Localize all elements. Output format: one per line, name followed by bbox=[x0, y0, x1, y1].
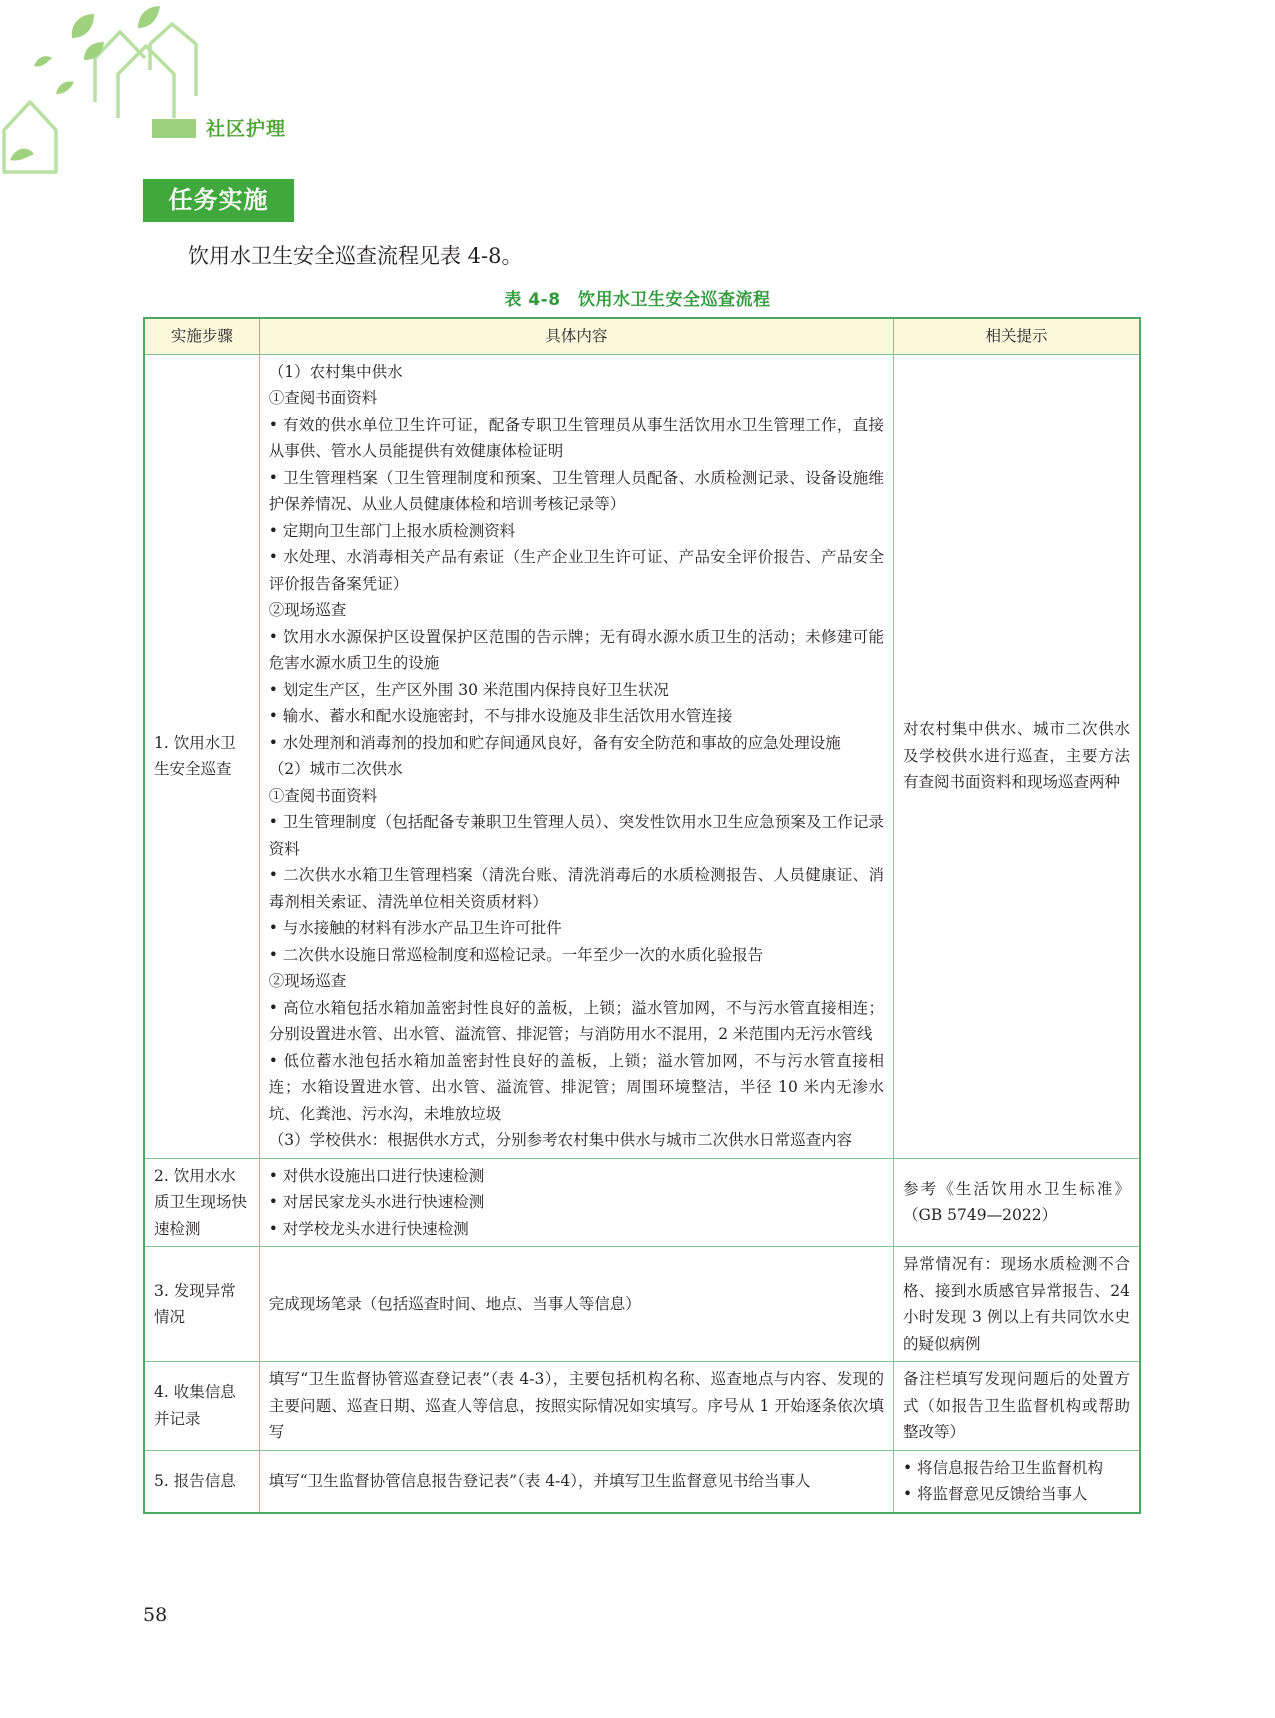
tips-cell bbox=[893, 1158, 1140, 1247]
content-line: • 二次供水设施日常巡检制度和巡检记录。一年至少一次的水质化验报告 bbox=[268, 945, 764, 964]
content-line: • 水处理剂和消毒剂的投加和贮存间通风良好，备有安全防范和事故的应急处理设施 bbox=[268, 733, 841, 752]
table-row bbox=[144, 1362, 1140, 1451]
content-line: • 对居民家龙头水进行快速检测 bbox=[268, 1193, 485, 1211]
house-leaf-decoration-icon bbox=[0, 0, 320, 190]
content-line: ②现场巡查 bbox=[268, 972, 347, 990]
intro-paragraph: 饮用水卫生安全巡查流程见表 4-8。 bbox=[188, 244, 523, 268]
page-number: 58 bbox=[143, 1604, 168, 1626]
step-cell: 2. 饮用水水质卫生现场快速检测 bbox=[144, 1158, 259, 1247]
content-cell bbox=[259, 1450, 893, 1513]
content-line: • 划定生产区，生产区外围 30 米范围内保持良好卫生状况 bbox=[268, 680, 669, 699]
content-line: • 对供水设施出口进行快速检测 bbox=[268, 1166, 485, 1185]
content-line: • 定期向卫生部门上报水质检测资料 bbox=[268, 521, 516, 540]
table-header-row bbox=[144, 318, 1140, 354]
content-line: ①查阅书面资料 bbox=[268, 786, 378, 805]
tips-cell bbox=[893, 1450, 1140, 1513]
content-line: ①查阅书面资料 bbox=[268, 389, 378, 407]
tips-cell bbox=[893, 1362, 1140, 1451]
content-line: （1）农村集中供水 bbox=[268, 362, 403, 381]
content-line: • 输水、蓄水和配水设施密封，不与排水设施及非生活饮用水管连接 bbox=[268, 707, 733, 725]
task-section-badge: 任务实施 bbox=[143, 179, 294, 222]
step-cell: 1. 饮用水卫生安全巡查 bbox=[144, 354, 259, 1158]
content-line: • 对学校龙头水进行快速检测 bbox=[268, 1219, 469, 1238]
content-line: （3）学校供水：根据供水方式，分别参考农村集中供水与城市二次供水日常巡查内容 bbox=[268, 1131, 853, 1149]
tip-line: 对农村集中供水、城市二次供水及学校供水进行巡查，主要方法有查阅书面资料和现场巡查两种 bbox=[902, 720, 1130, 792]
content-cell bbox=[259, 1362, 893, 1451]
tip-line: • 将信息报告给卫生监督机构 bbox=[902, 1458, 1104, 1477]
content-line: • 卫生管理档案（卫生管理制度和预案、卫生管理人员配备、水质检测记录、设备设施维护保养情况、从业人员健康体检和培训考核记录等） bbox=[268, 468, 884, 513]
header-content: 具体内容 bbox=[259, 318, 893, 354]
content-line: 填写“卫生监督协管信息报告登记表”（表 4-4），并填写卫生监督意见书给当事人 bbox=[268, 1471, 811, 1490]
content-cell bbox=[259, 1247, 893, 1362]
step-cell: 4. 收集信息并记录 bbox=[144, 1362, 259, 1451]
content-line: • 有效的供水单位卫生许可证，配备专职卫生管理员从事生活饮用水卫生管理工作，直接从事供、管水人员能提供有效健康体检证明 bbox=[268, 415, 884, 460]
table-row bbox=[144, 1158, 1140, 1247]
step-cell: 3. 发现异常情况 bbox=[144, 1247, 259, 1362]
tips-cell bbox=[893, 1247, 1140, 1362]
content-line: • 高位水箱包括水箱加盖密封性良好的盖板，上锁；溢水管加网，不与污水管直接相连；分别设置进水管、出水管、溢流管、排泥管；与消防用水不混用，2 米范围内无污水管线 bbox=[268, 998, 884, 1043]
inspection-process-table bbox=[143, 317, 1141, 1514]
table-row bbox=[144, 1247, 1140, 1362]
tip-line: 备注栏填写发现问题后的处置方式（如报告卫生监督机构或帮助整改等） bbox=[902, 1370, 1130, 1441]
table-row bbox=[144, 1450, 1140, 1513]
table-caption: 表 4-8 饮用水卫生安全巡查流程 bbox=[504, 290, 771, 310]
content-line: 完成现场笔录（包括巡查时间、地点、当事人等信息） bbox=[268, 1294, 641, 1313]
content-cell bbox=[259, 1158, 893, 1247]
content-cell bbox=[259, 354, 893, 1158]
step-cell: 5. 报告信息 bbox=[144, 1450, 259, 1513]
tips-cell bbox=[893, 354, 1140, 1158]
header-tips: 相关提示 bbox=[893, 318, 1140, 354]
table-row bbox=[144, 354, 1140, 1158]
section-header-title: 社区护理 bbox=[206, 118, 287, 140]
header-step: 实施步骤 bbox=[144, 318, 259, 354]
content-line: • 与水接触的材料有涉水产品卫生许可批件 bbox=[268, 919, 562, 937]
tip-line: • 将监督意见反馈给当事人 bbox=[902, 1485, 1088, 1503]
content-line: 填写“卫生监督协管巡查登记表”（表 4-3），主要包括机构名称、巡查地点与内容、发现的主要问题、巡查日期、巡查人等信息，按照实际情况如实填写。序号从 1 开始逐条依次填写 bbox=[268, 1370, 884, 1441]
content-line: • 饮用水水源保护区设置保护区范围的告示牌；无有碍水源水质卫生的活动；未修建可能危害水源水质卫生的设施 bbox=[268, 627, 884, 672]
content-line: • 卫生管理制度（包括配备专兼职卫生管理人员）、突发性饮用水卫生应急预案及工作记录资料 bbox=[268, 813, 884, 858]
section-header-bar bbox=[152, 119, 196, 138]
content-line: （2）城市二次供水 bbox=[268, 760, 403, 778]
tip-line: 参考《生活饮用水卫生标准》（GB 5749—2022） bbox=[902, 1179, 1130, 1225]
content-line: • 水处理、水消毒相关产品有索证（生产企业卫生许可证、产品安全评价报告、产品安全评价报告备案凭证） bbox=[268, 548, 884, 593]
content-line: • 低位蓄水池包括水箱加盖密封性良好的盖板，上锁；溢水管加网，不与污水管直接相连；水箱设置进水管、出水管、溢流管、排泥管；周围环境整洁，半径 10 米内无渗水坑、化粪池、污水沟，未堆放垃圾 bbox=[268, 1051, 884, 1123]
tip-line: 异常情况有：现场水质检测不合格、接到水质感官异常报告、24 小时发现 3 例以上有共同饮水史的疑似病例 bbox=[902, 1255, 1130, 1353]
content-line: ②现场巡查 bbox=[268, 601, 347, 619]
content-line: • 二次供水水箱卫生管理档案（清洗台账、清洗消毒后的水质检测报告、人员健康证、消毒剂相关索证、清洗单位相关资质材料） bbox=[268, 866, 884, 911]
